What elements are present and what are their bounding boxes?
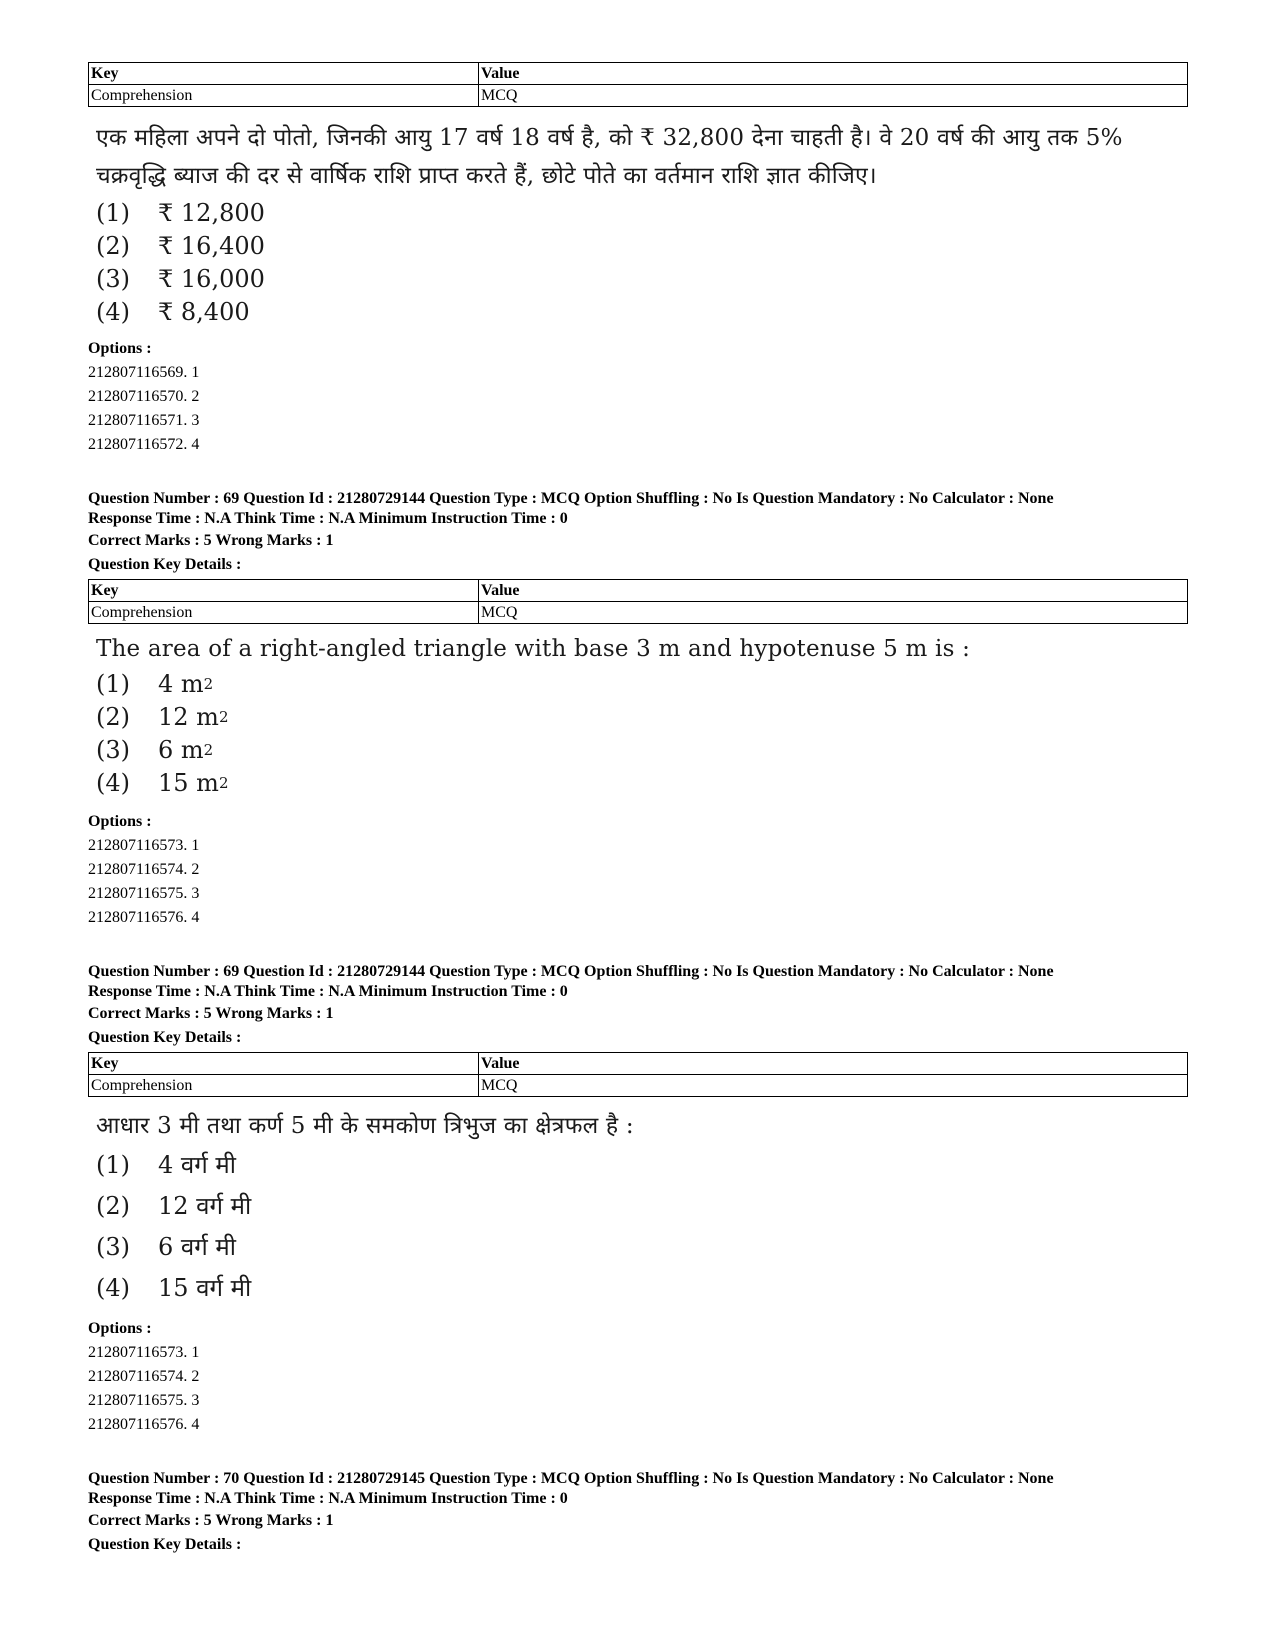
table-row: [89, 602, 1188, 624]
question-meta-line: Response Time : N.A Think Time : N.A Minimum Instruction Time : 0: [88, 983, 568, 1000]
table-cell-value: MCQ: [479, 1075, 1188, 1097]
table-row: [89, 85, 1188, 107]
table-cell-key: Comprehension: [89, 85, 479, 107]
options-label: Options :: [88, 340, 152, 357]
question-text-line: The area of a right-angled triangle with base 3 m and hypotenuse 5 m is :: [96, 636, 971, 662]
table-header-key: Key: [89, 63, 479, 85]
option-item: 212807116576. 4: [88, 909, 200, 926]
choice-superscript: 2: [218, 774, 229, 792]
option-item: 212807116571. 3: [88, 412, 200, 429]
table-cell-key: Comprehension: [89, 1075, 479, 1097]
question-meta-line: Question Number : 70 Question Id : 21280729145 Question Type : MCQ Option Shuffling : No Is Question Mandatory : No Calculator : None: [88, 1470, 1054, 1487]
option-item: 212807116574. 2: [88, 861, 200, 878]
answer-choice: [96, 767, 1188, 800]
question-content: [96, 630, 1188, 800]
question-meta: [88, 1469, 1188, 1557]
answer-choice: [96, 197, 1188, 230]
choice-number: (1): [96, 670, 130, 698]
choice-text: 15 वर्ग मी: [158, 1274, 252, 1302]
choice-superscript: 2: [218, 708, 229, 726]
question-meta: [88, 489, 1188, 577]
choice-text: 6 वर्ग मी: [158, 1233, 236, 1261]
choice-text: 4 वर्ग मी: [158, 1151, 236, 1179]
key-details-label: Question Key Details :: [88, 1029, 242, 1046]
option-item: 212807116573. 1: [88, 837, 200, 854]
option-item: 212807116575. 3: [88, 885, 200, 902]
answer-choice: [96, 1268, 1188, 1309]
option-item: 212807116572. 4: [88, 436, 200, 453]
choice-text: 12 m: [158, 703, 219, 731]
table-header-row: [89, 580, 1188, 602]
choice-text: 15 m: [158, 769, 219, 797]
table-header-key: Key: [89, 1053, 479, 1075]
answer-choice: [96, 701, 1188, 734]
options-label: Options :: [88, 813, 152, 830]
answer-choice: [96, 230, 1188, 263]
key-details-label: Question Key Details :: [88, 556, 242, 573]
choice-superscript: 2: [203, 741, 214, 759]
options-list: [88, 810, 1188, 930]
choice-number: (4): [96, 298, 130, 326]
options-label: Options :: [88, 1320, 152, 1337]
choice-number: (1): [96, 199, 130, 227]
choice-superscript: 2: [203, 675, 214, 693]
table-cell-value: MCQ: [479, 85, 1188, 107]
question-key-table: [88, 1052, 1188, 1097]
choice-number: (3): [96, 265, 130, 293]
choice-text: ₹ 16,000: [158, 265, 265, 293]
answer-choice: [96, 296, 1188, 329]
choice-text: 4 m: [158, 670, 204, 698]
choice-number: (3): [96, 736, 130, 764]
choice-number: (3): [96, 1233, 130, 1261]
table-cell-key: Comprehension: [89, 602, 479, 624]
table-header-row: [89, 1053, 1188, 1075]
table-header-value: Value: [479, 580, 1188, 602]
choice-number: (4): [96, 1274, 130, 1302]
option-item: 212807116573. 1: [88, 1344, 200, 1361]
options-list: [88, 337, 1188, 457]
table-header-key: Key: [89, 580, 479, 602]
option-item: 212807116575. 3: [88, 1392, 200, 1409]
question-content: [96, 1107, 1188, 1309]
question-meta-line: Response Time : N.A Think Time : N.A Minimum Instruction Time : 0: [88, 1490, 568, 1507]
question-text-line: एक महिला अपने दो पोतो, जिनकी आयु 17 वर्ष 18 वर्ष है, को ₹ 32,800 देना चाहती है। वे 20 वर्ष की आयु तक 5%: [96, 125, 1123, 151]
choice-number: (2): [96, 232, 130, 260]
answer-choice: [96, 1145, 1188, 1186]
option-item: 212807116574. 2: [88, 1368, 200, 1385]
choice-number: (2): [96, 1192, 130, 1220]
answer-choice: [96, 734, 1188, 767]
question-text-line: चक्रवृद्धि ब्याज की दर से वार्षिक राशि प्राप्त करते हैं, छोटे पोते का वर्तमान राशि ज्ञात कीजिए।: [96, 163, 877, 189]
choice-text: ₹ 8,400: [158, 298, 250, 326]
option-item: 212807116570. 2: [88, 388, 200, 405]
choice-number: (4): [96, 769, 130, 797]
answer-choice: [96, 1227, 1188, 1268]
table-header-value: Value: [479, 63, 1188, 85]
question-key-table: [88, 579, 1188, 624]
option-item: 212807116569. 1: [88, 364, 200, 381]
choice-text: ₹ 16,400: [158, 232, 265, 260]
question-meta-line: Response Time : N.A Think Time : N.A Minimum Instruction Time : 0: [88, 510, 568, 527]
question-content: [96, 119, 1188, 329]
choice-text: ₹ 12,800: [158, 199, 265, 227]
table-row: [89, 1075, 1188, 1097]
question-meta-line: Question Number : 69 Question Id : 21280729144 Question Type : MCQ Option Shuffling : No Is Question Mandatory : No Calculator : None: [88, 963, 1054, 980]
option-item: 212807116576. 4: [88, 1416, 200, 1433]
document-page: [88, 62, 1188, 1557]
answer-choice: [96, 263, 1188, 296]
table-header-row: [89, 63, 1188, 85]
marks-line: Correct Marks : 5 Wrong Marks : 1: [88, 532, 334, 549]
choice-text: 12 वर्ग मी: [158, 1192, 252, 1220]
marks-line: Correct Marks : 5 Wrong Marks : 1: [88, 1005, 334, 1022]
answer-choice: [96, 668, 1188, 701]
options-list: [88, 1317, 1188, 1437]
table-cell-value: MCQ: [479, 602, 1188, 624]
table-header-value: Value: [479, 1053, 1188, 1075]
question-meta: [88, 962, 1188, 1050]
question-key-table: [88, 62, 1188, 107]
choice-number: (2): [96, 703, 130, 731]
question-meta-line: Question Number : 69 Question Id : 21280729144 Question Type : MCQ Option Shuffling : No Is Question Mandatory : No Calculator : None: [88, 490, 1054, 507]
key-details-label: Question Key Details :: [88, 1536, 242, 1553]
choice-text: 6 m: [158, 736, 204, 764]
marks-line: Correct Marks : 5 Wrong Marks : 1: [88, 1512, 334, 1529]
question-text-line: आधार 3 मी तथा कर्ण 5 मी के समकोण त्रिभुज का क्षेत्रफल है :: [96, 1113, 634, 1139]
answer-choice: [96, 1186, 1188, 1227]
choice-number: (1): [96, 1151, 130, 1179]
